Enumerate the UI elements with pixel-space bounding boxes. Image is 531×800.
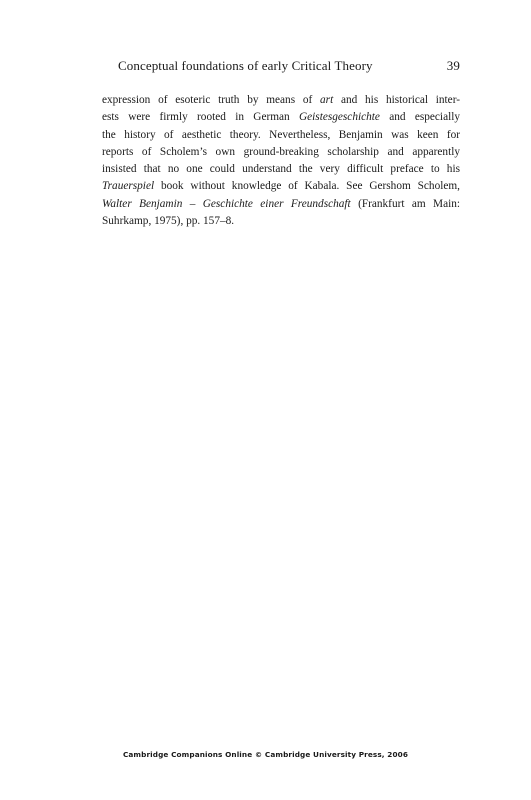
- footnote-italic-text: art: [320, 94, 334, 106]
- footnote-italic-text: Trauerspiel: [102, 180, 155, 193]
- footnote-italic-text: Walter Benjamin – Geschichte einer Freundschaft: [102, 197, 351, 210]
- footnote-text-run: Suhrkamp, 1975), pp. 157–8.: [102, 215, 235, 228]
- footnote-line: [102, 196, 460, 213]
- running-title: Conceptual foundations of early Critical Theory: [118, 58, 373, 73]
- footnote-text-run: and especially: [379, 111, 461, 124]
- footnote-line: [102, 109, 460, 126]
- footnote-line: [102, 178, 460, 195]
- footnote-text-run: ests were firmly rooted in German: [102, 111, 299, 124]
- footnote-text-run: and his historical inter-: [333, 94, 460, 106]
- footnote-text-run: expression of esoteric truth by means of: [102, 94, 321, 106]
- footnote-text-run: reports of Scholem’s own ground-breaking scholarship and apparently: [102, 145, 460, 158]
- footnote-text-run: (Frankfurt am Main:: [350, 197, 461, 210]
- footnote-text-run: the history of aesthetic theory. Nevertheless, Benjamin was keen for: [102, 128, 460, 141]
- footnote-text-run: insisted that no one could understand the very difficult preface to his: [102, 163, 460, 176]
- footnote-italic-text: Geistesgeschichte: [298, 111, 380, 124]
- page-number: 39: [446, 58, 460, 73]
- running-head: [118, 58, 460, 78]
- footnote-text-run: book without knowledge of Kabala. See Gershom Scholem,: [154, 180, 460, 193]
- footnote-line: [102, 161, 460, 178]
- footnote-line: [102, 127, 460, 144]
- footer-copyright: Cambridge Companions Online © Cambridge University Press, 2006: [122, 750, 409, 759]
- footnote-text: [102, 92, 460, 230]
- footnote-line: [102, 213, 460, 230]
- footnote-line: [102, 144, 460, 161]
- footnote-line: [102, 92, 460, 109]
